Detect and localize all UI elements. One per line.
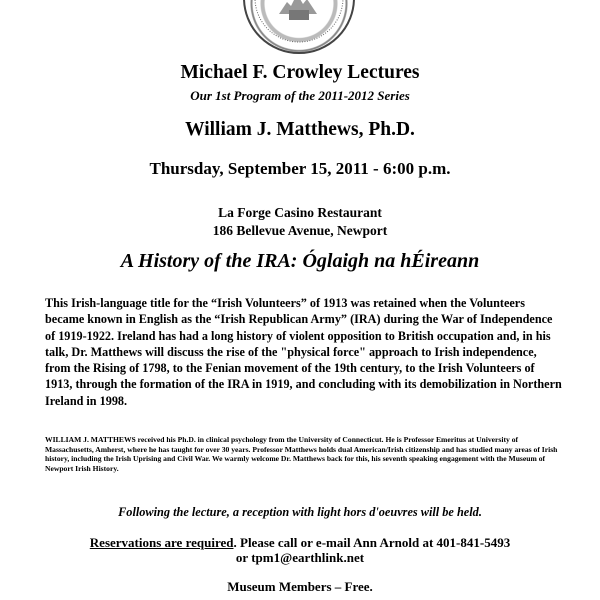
reservations-required-label: Reservations are required — [89, 535, 234, 550]
reservations-contact-text: . Please call or e-mail Ann Arnold at 401-841-5493 — [233, 535, 511, 550]
venue-address: 186 Bellevue Avenue, Newport — [212, 223, 388, 238]
reservations-email[interactable]: or tpm1@earthlink.net — [235, 550, 365, 565]
speaker-bio: WILLIAM J. MATTHEWS received his Ph.D. in clinical psychology from the University of Connecticut. He is Professor Emeritus at University of Massachusetts, Amherst, where he has taught for over 30 years. Professor Matthews holds dual American/Irish citizenship and has studied many areas of Irish history, including the Irish Uprising and Civil War. We warmly welcome Dr. Matthews back for this, his seventh speaking engagement with the Museum of Newport Irish History. — [45, 435, 558, 473]
program-subtitle: Our 1st Program of the 2011-2012 Series — [190, 88, 410, 103]
reservations-line — [0, 535, 600, 551]
members-note: Museum Members – Free. — [227, 579, 373, 594]
series-title: Michael F. Crowley Lectures — [180, 62, 420, 83]
reception-note: Following the lecture, a reception with light hors d'oeuvres will be held. — [118, 505, 482, 519]
seal-emblem-icon — [245, 0, 353, 52]
lecture-description: This Irish-language title for the “Irish Volunteers” of 1913 was retained when the Volunteers became known in English as the “Irish Republican Army” (IRA) during the War of Independence of 1919-1922. Ireland has had a long history of violent opposition to British occupation and, in his talk, Dr. Matthews will discuss the rise of the "physical force" approach to Irish independence, from the Rising of 1798, to the Fenian movement of the 19th century, to the Irish Volunteers of 1913, through the formation of the IRA in 1919, and concluding with its demobilization in Northern Ireland in 1998. — [45, 296, 562, 408]
museum-seal-logo — [243, 0, 355, 54]
lecture-title: A History of the IRA: Óglaigh na hÉireann — [120, 250, 480, 272]
event-datetime: Thursday, September 15, 2011 - 6:00 p.m. — [149, 159, 451, 178]
venue-name: La Forge Casino Restaurant — [218, 205, 382, 220]
speaker-name: William J. Matthews, Ph.D. — [185, 119, 415, 140]
